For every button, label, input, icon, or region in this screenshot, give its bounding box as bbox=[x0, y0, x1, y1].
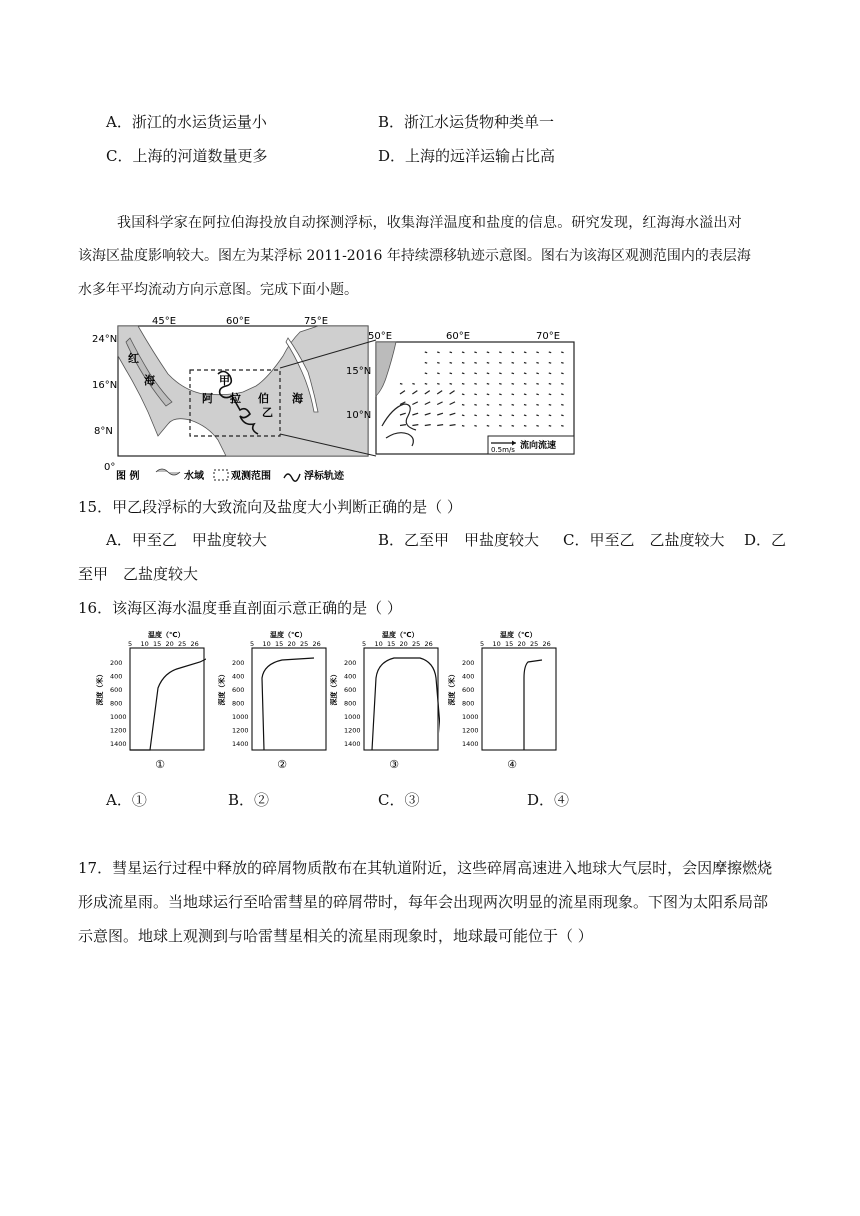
current-arrow bbox=[524, 373, 526, 374]
current-arrow bbox=[425, 384, 427, 385]
scale-value: 0.5m/s bbox=[491, 446, 515, 454]
depth-tick: 600 bbox=[232, 686, 245, 694]
depth-axis-label: 深度（米） bbox=[448, 670, 456, 706]
legend-title: 图 例 bbox=[116, 471, 140, 482]
map-right-lat-15: 15°N bbox=[346, 366, 372, 377]
current-arrow bbox=[536, 405, 538, 406]
depth-axis-label: 深度（米） bbox=[330, 670, 338, 706]
map-left-lon-45: 45°E bbox=[152, 316, 177, 327]
temp-x-tick: 10 bbox=[262, 640, 271, 648]
q15-option-a: A．甲至乙 甲盐度较大 bbox=[106, 531, 267, 549]
q14-option-d: D．上海的远洋运输占比高 bbox=[378, 147, 556, 165]
q17-line-2: 形成流星雨。当地球运行至哈雷彗星的碎屑带时，每年会出现两次明显的流星雨现象。下图为太阳系局部 bbox=[78, 893, 769, 911]
temp-x-tick: 10 bbox=[374, 640, 383, 648]
depth-tick: 400 bbox=[110, 672, 123, 681]
current-arrow bbox=[474, 352, 476, 353]
depth-tick: 200 bbox=[232, 659, 245, 667]
depth-tick: 1000 bbox=[232, 713, 249, 721]
current-arrow bbox=[499, 394, 501, 395]
temp-x-tick: 5 bbox=[128, 640, 133, 648]
legend-range: 观测范围 bbox=[231, 471, 271, 482]
q16-option-b: B．② bbox=[228, 791, 270, 809]
q16-option-c: C．③ bbox=[378, 791, 420, 809]
temp-x-tick: 20 bbox=[165, 640, 174, 648]
q15-option-b: B．乙至甲 甲盐度较大 bbox=[378, 531, 540, 549]
intro-line-2: 该海区盐度影响较大。图左为某浮标 2011-2016 年持续漂移轨迹示意图。图右为该海区观测范围内的表层海 bbox=[78, 248, 751, 264]
q15-stem: 15．甲乙段浮标的大致流向及盐度大小判断正确的是（ ） bbox=[78, 498, 462, 516]
depth-axis-label: 深度（米） bbox=[96, 670, 104, 706]
map-left-lon-75: 75°E bbox=[304, 316, 329, 327]
current-arrow bbox=[512, 384, 514, 385]
q14-option-b: B．浙江水运货物种类单一 bbox=[378, 113, 555, 131]
depth-tick: 200 bbox=[462, 659, 475, 667]
map-label-arabian-3: 伯 bbox=[258, 392, 269, 405]
temp-x-tick: 5 bbox=[362, 640, 367, 648]
temp-x-tick: 15 bbox=[505, 640, 514, 648]
current-arrow bbox=[549, 415, 551, 416]
panel-label: ① bbox=[155, 758, 165, 771]
depth-tick: 1000 bbox=[344, 713, 361, 721]
current-arrow bbox=[499, 405, 501, 406]
legend-track: 浮标轨迹 bbox=[304, 471, 344, 482]
intro-line-3: 水多年平均流动方向示意图。完成下面小题。 bbox=[78, 282, 358, 298]
temperature-profile-figures bbox=[96, 628, 556, 774]
q14-option-a: A．浙江的水运货运量小 bbox=[106, 113, 267, 131]
current-arrow bbox=[487, 352, 489, 353]
temperature-profile-1 bbox=[96, 628, 206, 774]
temp-x-tick: 25 bbox=[412, 640, 421, 648]
current-arrow bbox=[462, 363, 464, 364]
current-arrow bbox=[536, 352, 538, 353]
current-arrow bbox=[536, 426, 538, 427]
current-arrow bbox=[450, 384, 452, 385]
depth-tick: 1400 bbox=[232, 740, 249, 748]
depth-tick: 800 bbox=[110, 699, 123, 708]
current-arrow bbox=[487, 426, 489, 427]
map-label-arabian-4: 海 bbox=[292, 392, 303, 405]
current-arrow bbox=[499, 352, 501, 353]
q16-option-d: D．④ bbox=[527, 791, 570, 809]
current-arrow bbox=[524, 394, 526, 395]
current-arrow bbox=[512, 394, 514, 395]
current-arrow bbox=[474, 426, 476, 427]
current-arrow bbox=[462, 384, 464, 385]
panel-label: ② bbox=[277, 758, 287, 771]
depth-tick: 1200 bbox=[232, 726, 249, 735]
temp-axis-title: 温度（℃） bbox=[270, 631, 307, 639]
current-arrow bbox=[549, 405, 551, 406]
current-arrow bbox=[474, 405, 476, 406]
map-label-arabian-1: 阿 bbox=[202, 392, 213, 405]
current-arrow bbox=[512, 415, 514, 416]
current-arrow bbox=[549, 384, 551, 385]
current-arrow bbox=[437, 373, 439, 374]
current-arrow bbox=[437, 352, 439, 353]
current-arrow bbox=[487, 373, 489, 374]
temperature-profile-2 bbox=[218, 628, 328, 774]
current-arrow bbox=[462, 405, 464, 406]
current-arrow bbox=[425, 363, 427, 364]
current-arrow bbox=[499, 373, 501, 374]
current-arrow bbox=[524, 426, 526, 427]
current-arrow bbox=[499, 384, 501, 385]
map-right-lon-70: 70°E bbox=[536, 331, 561, 342]
current-arrow bbox=[524, 415, 526, 416]
depth-tick: 600 bbox=[344, 686, 357, 694]
current-arrow bbox=[487, 384, 489, 385]
q15-option-d-end: 至甲 乙盐度较大 bbox=[78, 565, 199, 583]
legend-track-icon bbox=[284, 474, 300, 481]
current-arrow bbox=[536, 394, 538, 395]
current-arrow bbox=[425, 352, 427, 353]
current-arrow bbox=[462, 352, 464, 353]
current-arrow bbox=[512, 426, 514, 427]
intro-line-1: 我国科学家在阿拉伯海投放自动探测浮标，收集海洋温度和盐度的信息。研究发现，红海海水溢出对 bbox=[117, 215, 742, 231]
current-arrow bbox=[462, 426, 464, 427]
temperature-curve bbox=[372, 658, 440, 750]
current-arrow bbox=[561, 373, 563, 374]
surface-current-map bbox=[342, 326, 580, 458]
depth-tick: 1400 bbox=[462, 740, 479, 748]
current-arrow bbox=[412, 384, 414, 385]
depth-tick: 1400 bbox=[110, 740, 127, 748]
temperature-curve bbox=[130, 658, 206, 750]
current-arrow bbox=[462, 394, 464, 395]
current-arrow bbox=[524, 363, 526, 364]
depth-tick: 1200 bbox=[110, 726, 127, 735]
scale-label: 流向流速 bbox=[520, 441, 557, 451]
depth-tick: 400 bbox=[462, 672, 475, 681]
current-arrow bbox=[549, 394, 551, 395]
temperature-curve bbox=[524, 660, 542, 750]
current-arrow bbox=[561, 352, 563, 353]
temp-x-tick: 15 bbox=[275, 640, 284, 648]
current-arrow bbox=[549, 352, 551, 353]
depth-tick: 800 bbox=[462, 699, 475, 708]
depth-tick: 1000 bbox=[462, 713, 479, 721]
depth-tick: 1400 bbox=[344, 740, 361, 748]
current-arrow bbox=[474, 373, 476, 374]
current-arrow bbox=[487, 394, 489, 395]
temp-axis-title: 温度（℃） bbox=[382, 631, 419, 639]
current-arrow bbox=[536, 415, 538, 416]
current-arrow bbox=[561, 405, 563, 406]
temp-x-tick: 15 bbox=[387, 640, 396, 648]
current-arrow bbox=[474, 384, 476, 385]
current-arrow bbox=[512, 373, 514, 374]
current-arrow bbox=[524, 352, 526, 353]
current-arrow bbox=[549, 426, 551, 427]
temp-x-tick: 5 bbox=[250, 640, 255, 648]
current-arrow bbox=[474, 363, 476, 364]
depth-tick: 400 bbox=[232, 672, 245, 681]
temp-x-tick: 25 bbox=[300, 640, 309, 648]
depth-tick: 1200 bbox=[344, 726, 361, 735]
map-right-lat-10: 10°N bbox=[346, 410, 372, 421]
map-left-lat-16: 16°N bbox=[92, 380, 118, 391]
current-arrow bbox=[536, 373, 538, 374]
current-arrow bbox=[450, 352, 452, 353]
depth-tick: 400 bbox=[344, 672, 357, 681]
temperature-profile-4 bbox=[448, 628, 558, 774]
point-jia: 甲 bbox=[219, 374, 230, 387]
current-arrow bbox=[474, 394, 476, 395]
depth-tick: 800 bbox=[344, 699, 357, 708]
depth-tick: 200 bbox=[344, 659, 357, 667]
temp-x-tick: 15 bbox=[153, 640, 162, 648]
legend-range-icon bbox=[214, 470, 228, 480]
temperature-curve bbox=[262, 658, 314, 750]
temp-x-tick: 26 bbox=[190, 640, 199, 648]
depth-tick: 800 bbox=[232, 699, 245, 708]
current-arrow bbox=[450, 363, 452, 364]
temp-x-tick: 26 bbox=[312, 640, 321, 648]
legend-water-icon bbox=[156, 469, 180, 475]
map-left-lat-24: 24°N bbox=[92, 334, 118, 345]
q16-option-a: A．① bbox=[106, 791, 147, 809]
map-right-lon-50: 50°E bbox=[368, 331, 393, 342]
map-left-lat-0: 0° bbox=[104, 462, 116, 473]
current-arrow bbox=[499, 415, 501, 416]
depth-tick: 1200 bbox=[462, 726, 479, 735]
panel-label: ④ bbox=[507, 758, 517, 771]
temp-x-tick: 25 bbox=[530, 640, 539, 648]
current-arrow bbox=[561, 384, 563, 385]
temp-x-tick: 20 bbox=[517, 640, 526, 648]
current-arrow bbox=[487, 405, 489, 406]
current-arrow bbox=[549, 373, 551, 374]
map-left-lon-60: 60°E bbox=[226, 316, 251, 327]
temp-axis-title: 温度（℃） bbox=[500, 631, 537, 639]
current-arrow bbox=[524, 405, 526, 406]
current-arrow bbox=[524, 384, 526, 385]
current-arrow bbox=[561, 394, 563, 395]
temp-x-tick: 26 bbox=[424, 640, 433, 648]
current-arrow bbox=[549, 363, 551, 364]
current-arrow bbox=[536, 384, 538, 385]
point-yi: 乙 bbox=[262, 406, 273, 419]
depth-tick: 600 bbox=[462, 686, 475, 694]
depth-tick: 200 bbox=[110, 659, 123, 667]
q17-line-3: 示意图。地球上观测到与哈雷彗星相关的流星雨现象时，地球最可能位于（ ） bbox=[78, 927, 593, 945]
current-arrow bbox=[499, 426, 501, 427]
legend-water: 水域 bbox=[184, 471, 204, 482]
current-arrow bbox=[474, 415, 476, 416]
current-arrow bbox=[487, 415, 489, 416]
current-arrow bbox=[437, 384, 439, 385]
current-arrow bbox=[512, 352, 514, 353]
q17-line-1: 17．彗星运行过程中释放的碎屑物质散布在其轨道附近，这些碎屑高速进入地球大气层时，会因摩擦燃烧 bbox=[78, 859, 773, 877]
current-arrow bbox=[499, 363, 501, 364]
q15-option-d-start: D．乙 bbox=[744, 531, 787, 549]
current-arrow bbox=[462, 373, 464, 374]
temperature-profile-3 bbox=[330, 628, 440, 774]
map-label-red-1: 红 bbox=[128, 352, 139, 365]
q15-option-c: C．甲至乙 乙盐度较大 bbox=[563, 531, 725, 549]
q16-stem: 16．该海区海水温度垂直剖面示意正确的是（ ） bbox=[78, 599, 402, 617]
current-arrow bbox=[561, 415, 563, 416]
panel-label: ③ bbox=[389, 758, 399, 771]
temp-x-tick: 20 bbox=[399, 640, 408, 648]
temp-x-tick: 26 bbox=[542, 640, 551, 648]
current-arrow bbox=[462, 415, 464, 416]
current-arrow bbox=[400, 384, 402, 385]
map-label-red-2: 海 bbox=[144, 374, 155, 387]
temp-x-tick: 25 bbox=[178, 640, 187, 648]
depth-tick: 600 bbox=[110, 686, 123, 694]
temp-x-tick: 10 bbox=[492, 640, 501, 648]
temp-x-tick: 20 bbox=[287, 640, 296, 648]
current-arrow bbox=[437, 363, 439, 364]
current-arrow bbox=[425, 373, 427, 374]
depth-axis-label: 深度（米） bbox=[218, 670, 226, 706]
current-arrow bbox=[450, 373, 452, 374]
current-arrow bbox=[561, 426, 563, 427]
current-arrow bbox=[561, 363, 563, 364]
map-left-lat-8: 8°N bbox=[94, 426, 113, 437]
map-label-arabian-2: 拉 bbox=[230, 392, 241, 405]
depth-tick: 1000 bbox=[110, 713, 127, 721]
temp-x-tick: 5 bbox=[480, 640, 485, 648]
map-right-lon-60: 60°E bbox=[446, 331, 471, 342]
current-arrow bbox=[512, 363, 514, 364]
temp-x-tick: 10 bbox=[140, 640, 149, 648]
temp-axis-title: 温度（℃） bbox=[148, 631, 185, 639]
current-arrow bbox=[512, 405, 514, 406]
current-arrow bbox=[536, 363, 538, 364]
q14-option-c: C．上海的河道数量更多 bbox=[106, 147, 268, 165]
current-arrow bbox=[487, 363, 489, 364]
